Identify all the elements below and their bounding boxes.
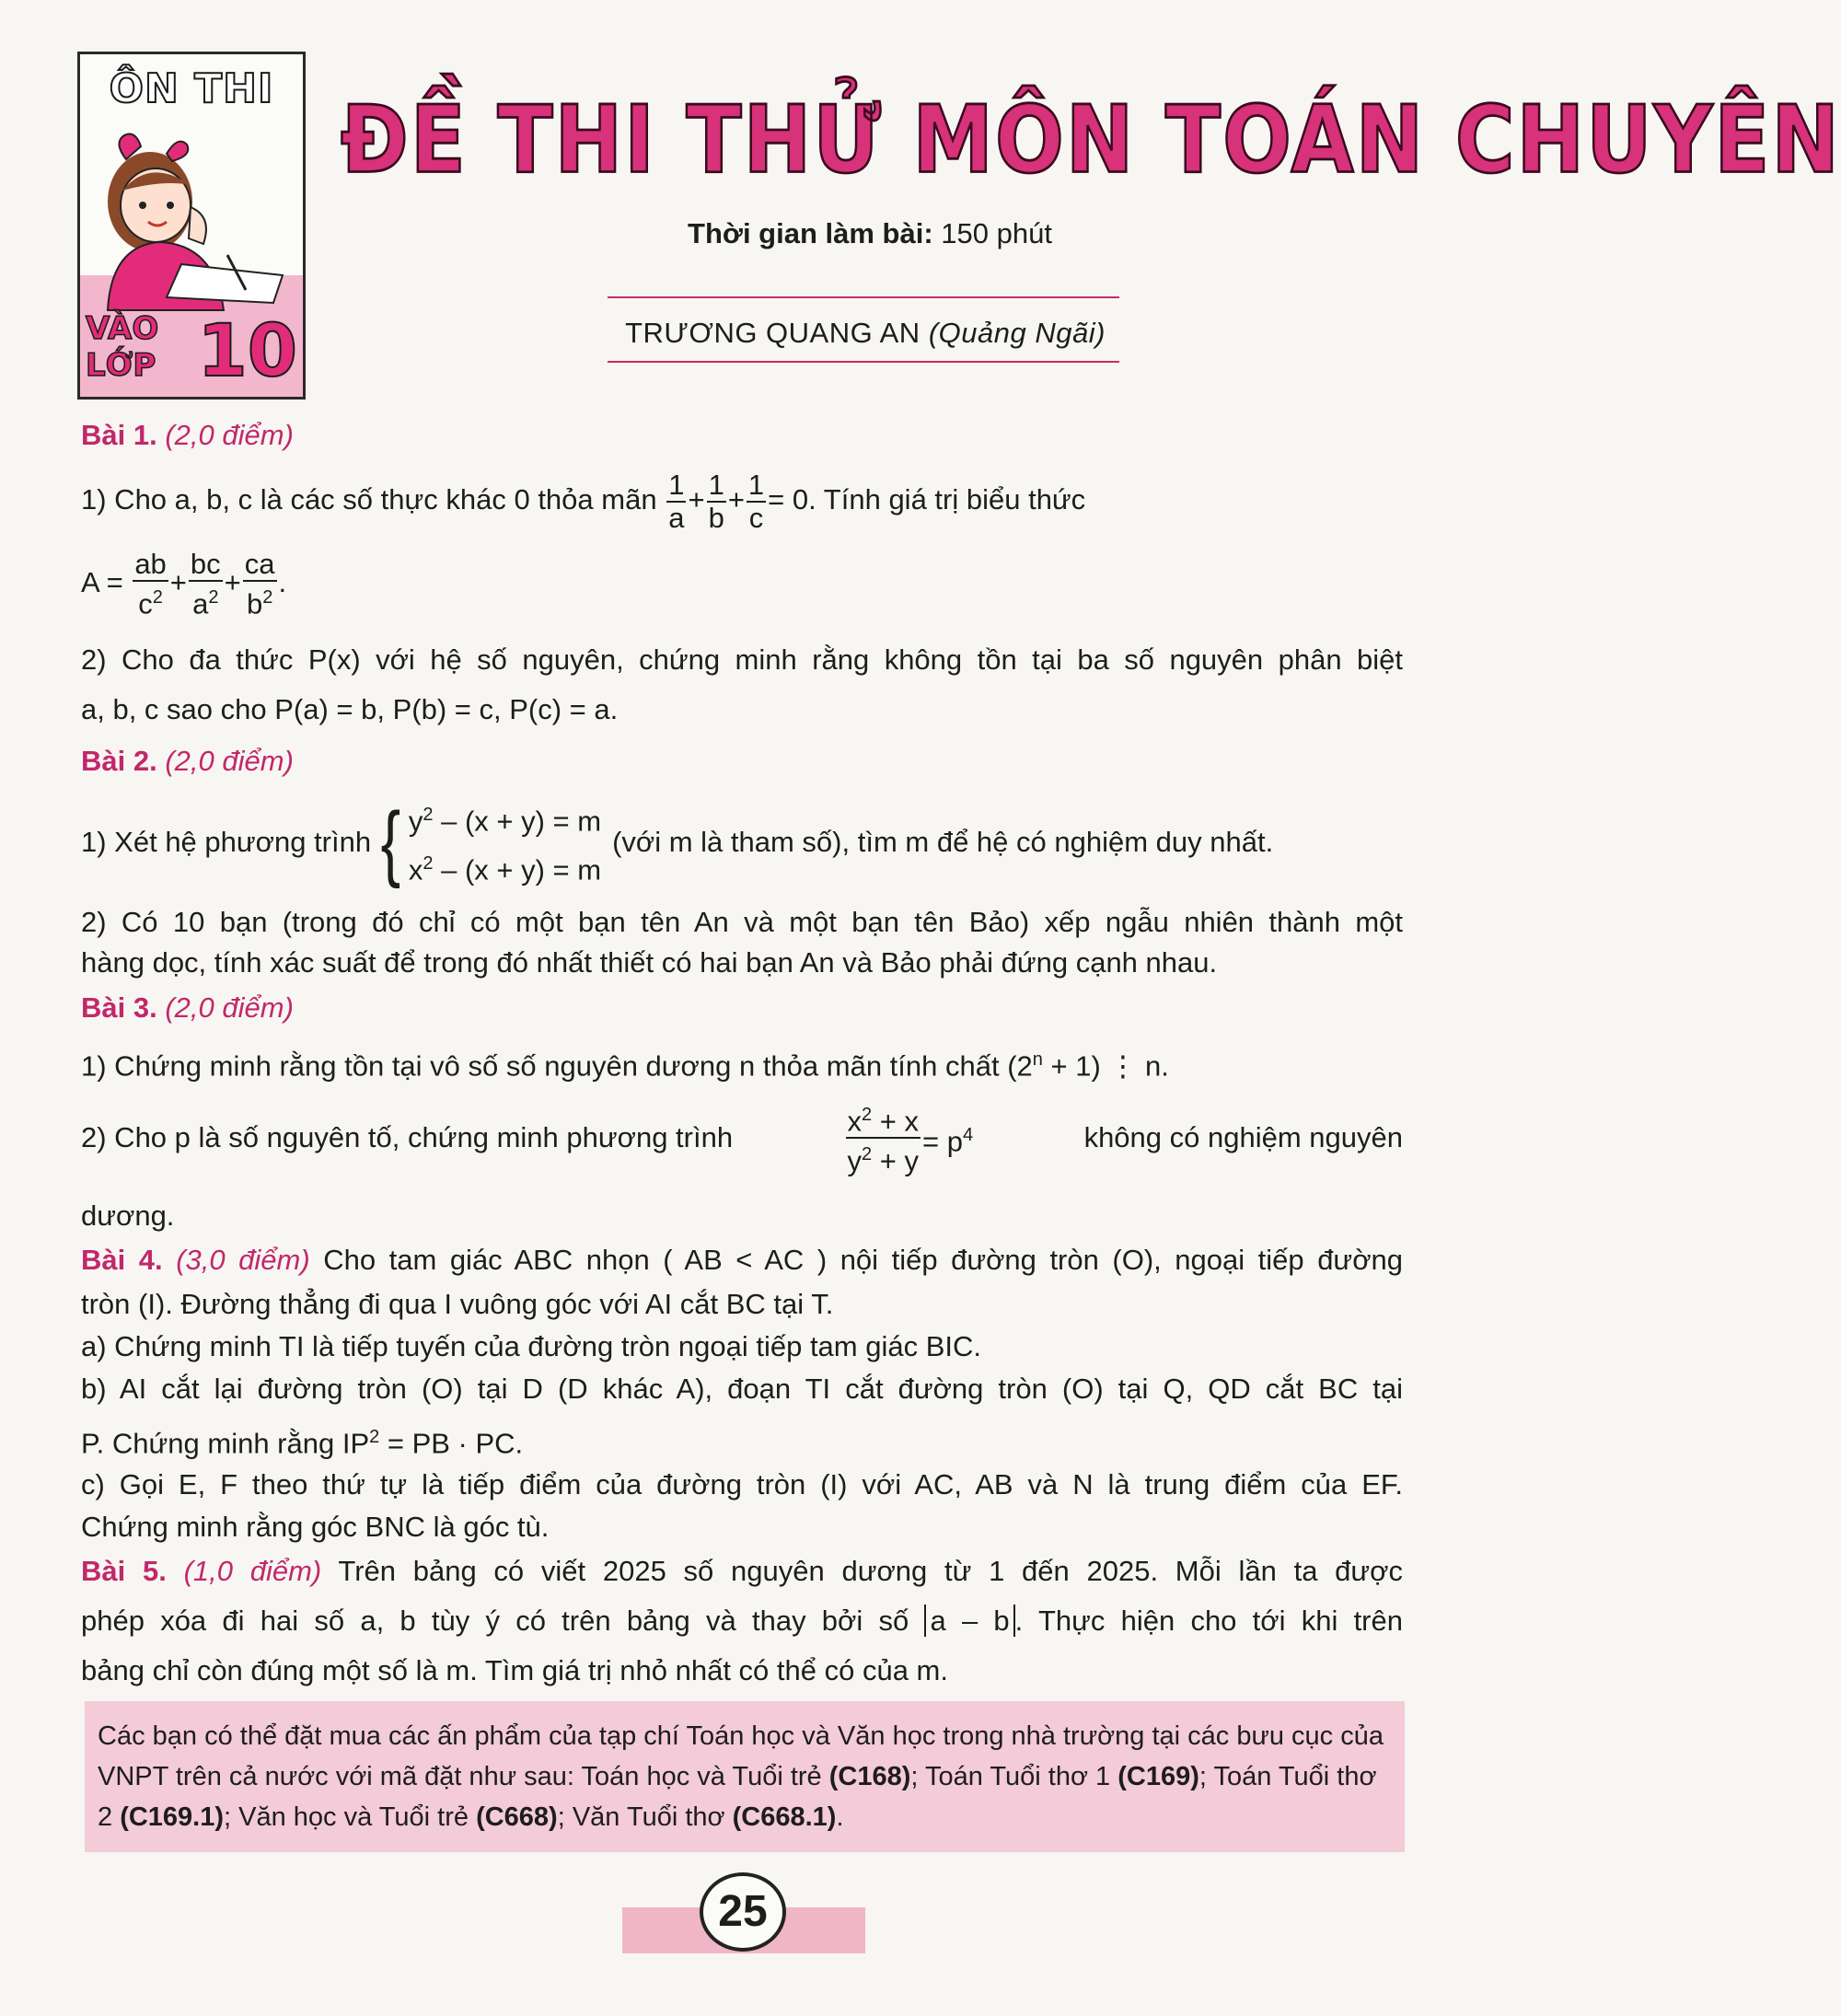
- bai4-part-c2: Chứng minh rằng góc BNC là góc tù.: [81, 1511, 550, 1543]
- author-name: TRƯƠNG QUANG AN: [625, 317, 920, 349]
- fraction-bc-a2: $\frac{bc}{a^2}$: [190, 548, 221, 620]
- page-number: 25: [700, 1872, 786, 1952]
- bai5-line2: phép xóa đi hai số a, b tùy ý có trên bảng và thay bởi số a – b . Thực hiện cho tới khi trên: [81, 1605, 1403, 1637]
- page-title: ĐỀ THI THỬ MÔN TOÁN CHUYÊN: [341, 85, 1841, 194]
- badge-top-text: ÔN THI: [109, 65, 274, 112]
- fraction-1-b: $\frac{1}{b}$: [708, 468, 724, 534]
- bai3-p2-post: không có nghiệm nguyên: [1083, 1121, 1403, 1154]
- fraction-ca-b2: $\frac{ca}{b^2}$: [244, 548, 275, 620]
- author-place: (Quảng Ngãi): [928, 317, 1106, 349]
- bai4-label: Bài 4.: [81, 1244, 163, 1276]
- bai2-label: Bài 2.: [81, 745, 157, 777]
- abs-value: a – b: [924, 1605, 1014, 1637]
- equation-system: [376, 794, 601, 892]
- bai5-line3: bảng chỉ còn đúng một số là m. Tìm giá trị nhỏ nhất có thể có của m.: [81, 1654, 948, 1686]
- bai3-p2-text: 2) Cho p là số nguyên tố, chứng minh phương trình: [81, 1121, 734, 1154]
- bai4-part-c1: c) Gọi E, F theo thứ tự là tiếp điểm của đường tròn (I) với AC, AB và N là trung điểm của EF.: [81, 1468, 1403, 1500]
- bai4-points: (3,0 điểm): [176, 1244, 310, 1276]
- brace-glyph: {: [380, 795, 401, 890]
- bai2-p2-line2: hàng dọc, tính xác suất để trong đó nhất thiết có hai bạn An và Bảo phải đứng cạnh nhau.: [81, 946, 1218, 979]
- bai1-expression-a: A = $\frac{ab}{c^2}$ + $\frac{bc}{a^2}$ + $\frac{ca}{b^2}$ .: [81, 548, 287, 620]
- bai3-part2: [81, 1099, 1403, 1177]
- bai5-label: Bài 5.: [81, 1555, 167, 1587]
- bai3-points: (2,0 điểm): [165, 991, 294, 1024]
- bai1-p2-line1: 2) Cho đa thức P(x) với hệ số nguyên, chứng minh rằng không tồn tại ba số nguyên phân biệt: [81, 643, 1403, 676]
- bai2-points: (2,0 điểm): [165, 745, 294, 777]
- bai4-line1: [81, 1239, 1403, 1281]
- bai2-heading: [81, 740, 1403, 782]
- bai4-line2: tròn (I). Đường thẳng đi qua I vuông góc với AI cắt BC tại T.: [81, 1288, 834, 1320]
- bai1-p2-line2: a, b, c sao cho P(a) = b, P(b) = c, P(c) = a.: [81, 693, 619, 725]
- bai3-heading: [81, 987, 1403, 1029]
- bai1-part1: 1) Cho a, b, c là các số thực khác 0 thỏa mãn $\frac{1}{a}$ + $\frac{1}{b}$ + $\frac{1}{c}$ = 0. Tính giá trị biểu thức: [81, 468, 1086, 534]
- bai3-p4: = $p^4$: [922, 1124, 974, 1157]
- bai3-p1-end: + 1) ⋮ n.: [1042, 1049, 1169, 1083]
- system-eq1: $y^2 - (x + y) = m$: [408, 805, 602, 838]
- exam-time: [598, 217, 1141, 250]
- time-label: Thời gian làm bài:: [688, 217, 933, 249]
- bai5-line1: [81, 1550, 1403, 1593]
- bai4-line1-text: Cho tam giác ABC nhọn ( AB < AC ) nội tiếp đường tròn (O), ngoại tiếp đường: [323, 1244, 1403, 1276]
- bai5-points: (1,0 điểm): [183, 1555, 322, 1587]
- bai3-p2-line2: dương.: [81, 1199, 175, 1232]
- badge-label: VÀO LỚP: [86, 310, 159, 384]
- studying-girl-illustration: [89, 126, 297, 310]
- badge-bottom: [86, 310, 297, 393]
- fraction-1-a: $\frac{1}{a}$: [668, 468, 685, 534]
- exam-prep-badge: [77, 52, 306, 400]
- fraction-x2x-y2y: $\frac{x^2 + x}{y^2 + y}$: [846, 1099, 920, 1177]
- fraction-1-c: $\frac{1}{c}$: [747, 468, 765, 534]
- bai2-p2-line1: 2) Có 10 bạn (trong đó chỉ có một bạn tên An và một bạn tên Bảo) xếp ngẫu nhiên thành một: [81, 906, 1403, 938]
- header-rule-bottom: [608, 361, 1119, 363]
- bai1-points: (2,0 điểm): [165, 419, 294, 451]
- author-line: [598, 317, 1132, 350]
- bai1-label: Bài 1.: [81, 419, 157, 451]
- fraction-ab-c2: $\frac{ab}{c^2}$: [134, 548, 167, 620]
- time-value: 150 phút: [941, 217, 1052, 249]
- bai3-p1-text: 1) Chứng minh rằng tồn tại vô số số nguyên dương n thỏa mãn tính chất (2: [81, 1049, 1033, 1083]
- bai4-part-b1: b) AI cắt lại đường tròn (O) tại D (D khác A), đoạn TI cắt đường tròn (O) tại Q, QD cắt BC tại: [81, 1373, 1403, 1405]
- badge-grade: 10: [197, 310, 297, 393]
- bai4-part-a: a) Chứng minh TI là tiếp tuyến của đường tròn ngoại tiếp tam giác BIC.: [81, 1330, 981, 1362]
- bai2-p1-text: 1) Xét hệ phương trình: [81, 826, 372, 859]
- subscription-notice: Các bạn có thể đặt mua các ấn phẩm của tạp chí Toán học và Văn học trong nhà trường tại các bưu cục của VNPT trên cả nước với mã đặt như sau: Toán học và Tuổi trẻ (C168); Toán Tuổi thơ 1 (C169); Toán Tuổi thơ 2 (C169.1); Văn học và Tuổi trẻ (C668); Văn Tuổi thơ (C668.1).: [85, 1701, 1405, 1852]
- header-rule-top: [608, 296, 1119, 298]
- bai1-p1-post: = 0. Tính giá trị biểu thức: [768, 483, 1086, 516]
- bai5-line1-text: Trên bảng có viết 2025 số nguyên dương từ 1 đến 2025. Mỗi lần ta được: [338, 1555, 1403, 1587]
- bai2-p1-post: (với m là tham số), tìm m để hệ có nghiệm duy nhất.: [612, 826, 1274, 859]
- bai4-part-b2: P. Chứng minh rằng $IP^2$ = PB · PC.: [81, 1427, 524, 1460]
- a-label: A =: [81, 565, 123, 598]
- bai1-p1-text: 1) Cho a, b, c là các số thực khác 0 thỏa mãn: [81, 483, 657, 516]
- system-eq2: $x^2 - (x + y) = m$: [408, 853, 602, 886]
- bai1-heading: [81, 414, 1403, 457]
- bai3-label: Bài 3.: [81, 991, 157, 1024]
- bai3-part1: 1) Chứng minh rằng tồn tại vô số số nguyên dương n thỏa mãn tính chất $(2^n + 1)$ ⋮ n.: [81, 1049, 1169, 1083]
- bai2-part1: [81, 794, 1403, 892]
